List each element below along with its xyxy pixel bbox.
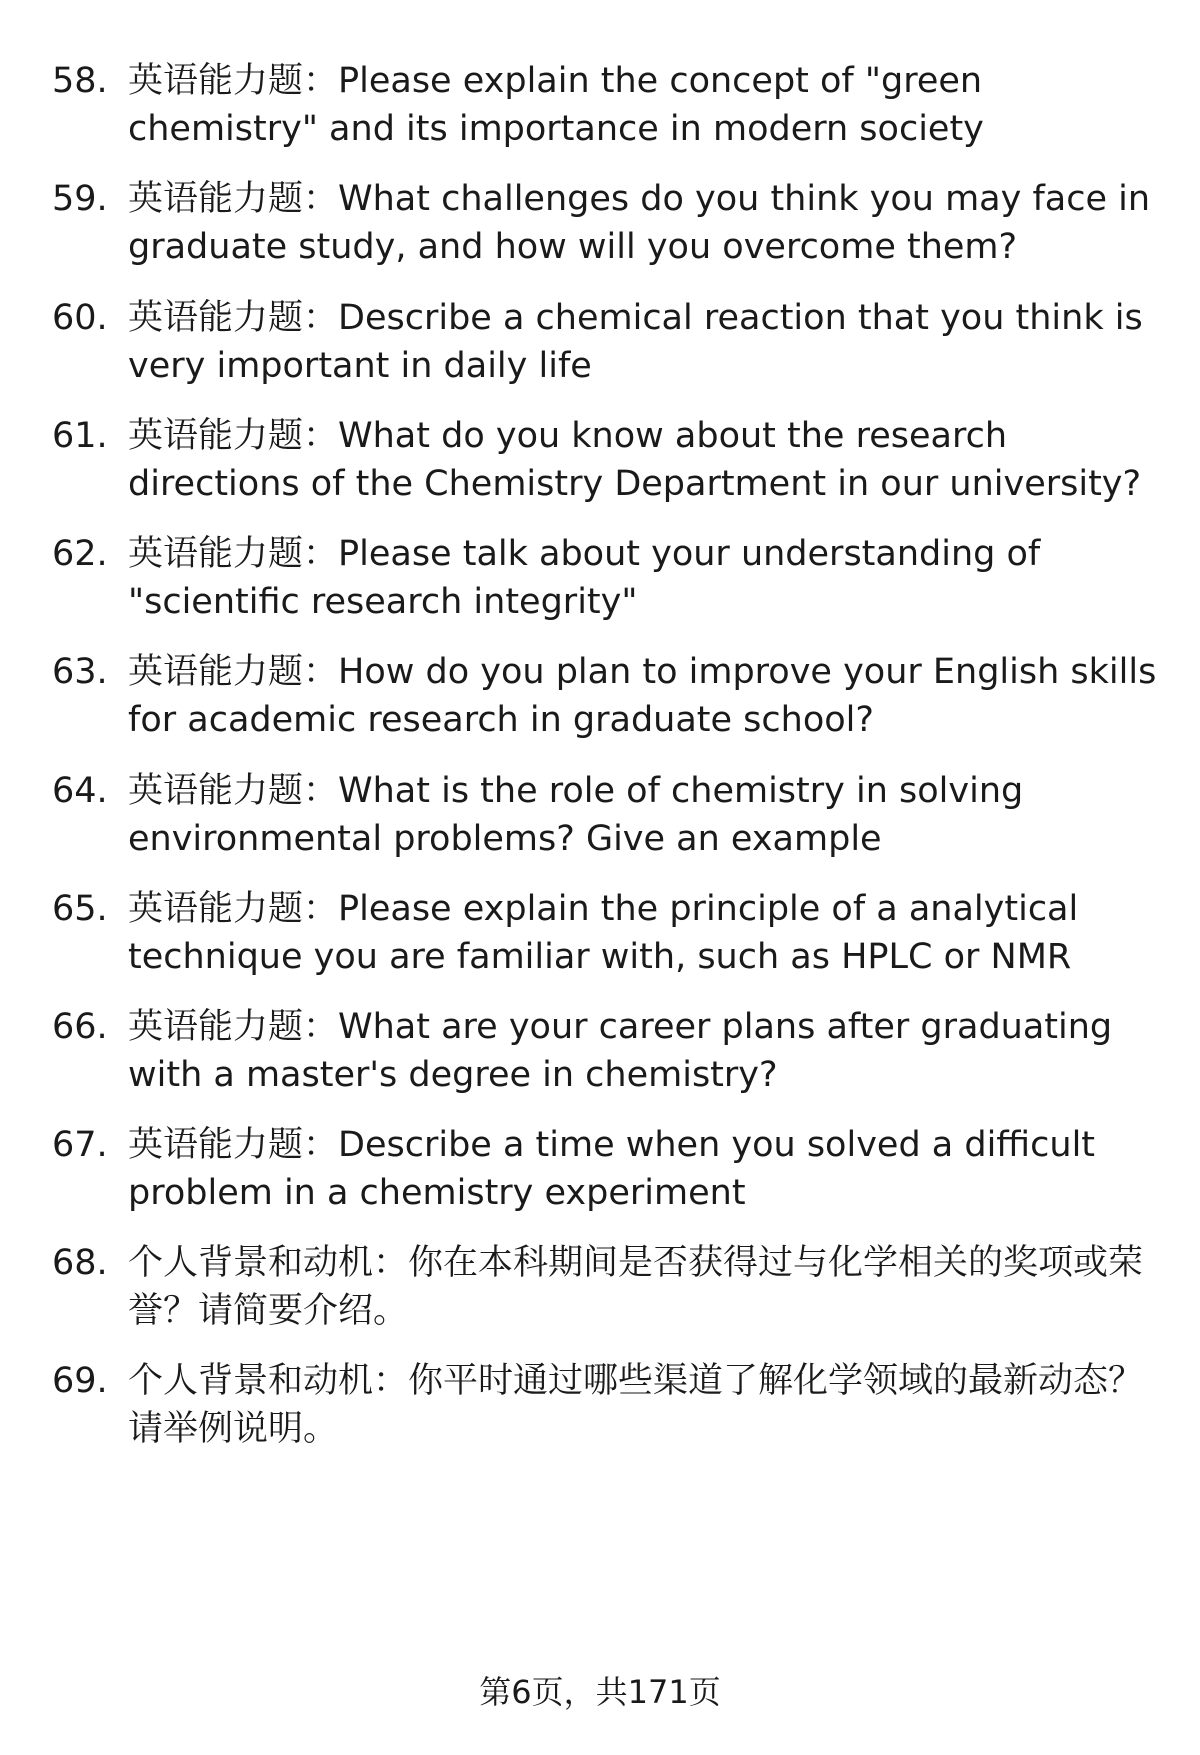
- question-text: What challenges do you think you may face in graduate study, and how will you overcome them?: [128, 179, 1151, 267]
- question-category: 英语能力题：: [128, 61, 339, 101]
- question-number: 67.: [52, 1125, 108, 1165]
- question-body: [128, 1239, 1158, 1335]
- question-item-66: [52, 1003, 1152, 1099]
- question-item-59: [52, 175, 1152, 271]
- question-text: 你在本科期间是否获得过与化学相关的奖项或荣誉？请简要介绍。: [128, 1243, 1144, 1331]
- question-text: What are your career plans after graduating with a master's degree in chemistry?: [128, 1007, 1113, 1095]
- question-category: 英语能力题：: [128, 1007, 339, 1047]
- question-body: [128, 412, 1158, 508]
- question-body: [128, 648, 1158, 744]
- question-text: Describe a time when you solved a difficult problem in a chemistry experiment: [128, 1125, 1096, 1213]
- question-text: 你平时通过哪些渠道了解化学领域的最新动态？请举例说明。: [128, 1361, 1144, 1449]
- question-item-61: [52, 412, 1152, 508]
- question-category: 英语能力题：: [128, 416, 339, 456]
- question-item-62: [52, 530, 1152, 626]
- question-item-65: [52, 885, 1152, 981]
- question-category: 个人背景和动机：: [128, 1243, 409, 1283]
- question-item-67: [52, 1121, 1152, 1217]
- question-number: 59.: [52, 179, 108, 219]
- question-body: [128, 767, 1158, 863]
- question-body: [128, 294, 1158, 390]
- question-number: 65.: [52, 889, 108, 929]
- question-item-63: [52, 648, 1157, 744]
- question-item-68: [52, 1239, 1152, 1335]
- question-body: [128, 885, 1158, 981]
- question-item-64: [52, 767, 1152, 863]
- question-category: 个人背景和动机：: [128, 1361, 409, 1401]
- question-number: 62.: [52, 534, 108, 574]
- question-category: 英语能力题：: [128, 771, 339, 811]
- page-number-footer: 第6页，共171页: [479, 1673, 721, 1711]
- question-body: [128, 1357, 1158, 1453]
- question-category: 英语能力题：: [128, 652, 339, 692]
- question-number: 64.: [52, 771, 108, 811]
- question-item-69: [52, 1357, 1152, 1453]
- question-category: 英语能力题：: [128, 179, 339, 219]
- question-number: 61.: [52, 416, 108, 456]
- question-text: How do you plan to improve your English skills for academic research in graduate school?: [128, 652, 1157, 740]
- question-text: Please talk about your understanding of "scientific research integrity": [128, 534, 1041, 622]
- question-number: 58.: [52, 61, 108, 101]
- question-category: 英语能力题：: [128, 889, 339, 929]
- question-number: 69.: [52, 1361, 108, 1401]
- question-number: 68.: [52, 1243, 108, 1283]
- question-category: 英语能力题：: [128, 534, 339, 574]
- question-item-58: [52, 57, 1152, 153]
- question-number: 60.: [52, 298, 108, 338]
- question-text: What is the role of chemistry in solving environmental problems? Give an example: [128, 771, 1024, 859]
- question-item-60: [52, 294, 1152, 390]
- question-category: 英语能力题：: [128, 298, 339, 338]
- question-body: [128, 175, 1158, 271]
- question-category: 英语能力题：: [128, 1125, 339, 1165]
- question-text: Describe a chemical reaction that you think is very important in daily life: [128, 298, 1143, 386]
- question-number: 63.: [52, 652, 108, 692]
- question-number: 66.: [52, 1007, 108, 1047]
- question-body: [128, 1121, 1158, 1217]
- question-body: [128, 1003, 1158, 1099]
- question-text: Please explain the concept of "green chemistry" and its importance in modern society: [128, 61, 984, 149]
- question-text: Please explain the principle of a analytical technique you are familiar with, such as HPLC or NMR: [128, 889, 1079, 977]
- question-text: What do you know about the research directions of the Chemistry Department in our university?: [128, 416, 1142, 504]
- question-body: [128, 57, 1158, 153]
- question-body: [128, 530, 1158, 626]
